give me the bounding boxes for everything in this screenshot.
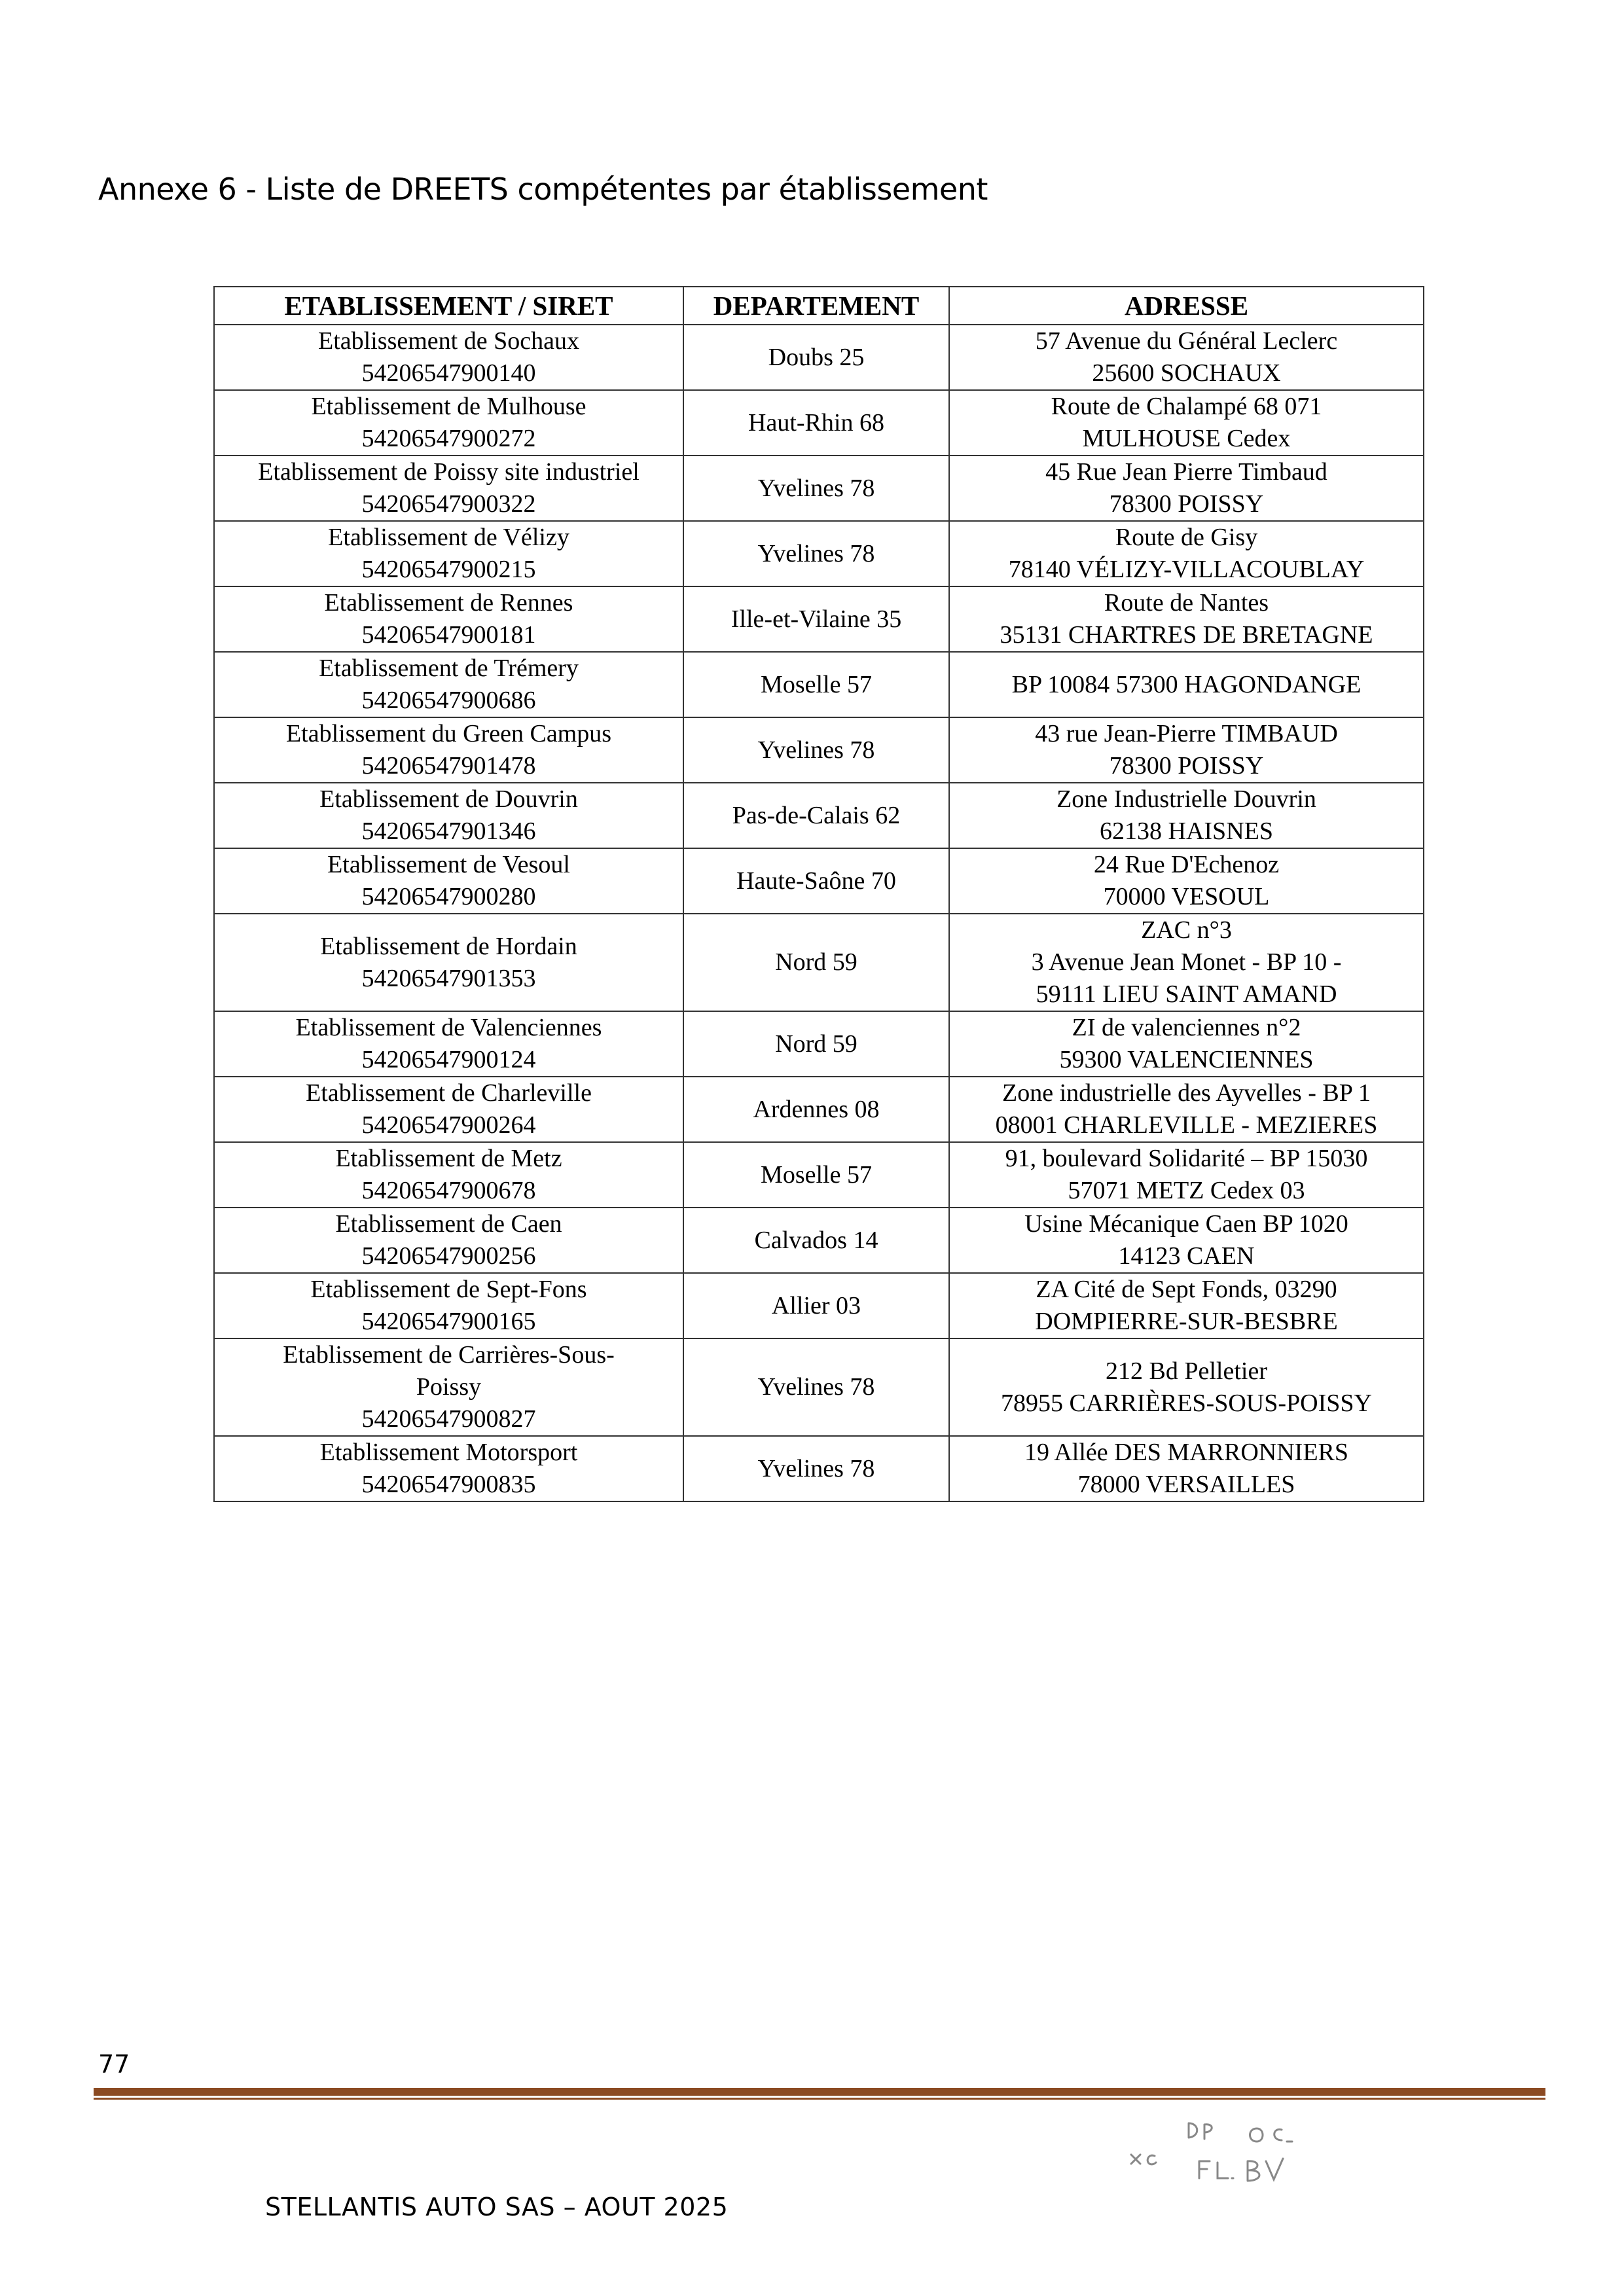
siret-number: 54206547900827 [361,1405,536,1433]
cell-departement: Moselle 57 [683,652,949,717]
cell-adresse [949,914,1424,1011]
etablissement-name: Etablissement de Charleville [306,1079,592,1107]
footer-rule-thin [94,2098,1545,2100]
cell-adresse [949,1436,1424,1501]
address-line: 57 Avenue du Général Leclerc [1035,327,1338,355]
siret-number: 54206547900835 [361,1471,536,1498]
siret-number: 54206547900264 [361,1111,536,1139]
address-line: ZI de valenciennes n°2 [1072,1014,1301,1041]
siret-number: 54206547900165 [361,1308,536,1335]
siret-number: 54206547900322 [361,490,536,518]
etablissement-name: Poissy [416,1373,482,1401]
address-line: 78140 VÉLIZY-VILLACOUBLAY [1008,556,1365,583]
etablissement-name: Etablissement de Valenciennes [295,1014,602,1041]
etablissement-name: Etablissement de Douvrin [319,785,578,813]
cell-departement: Yvelines 78 [683,717,949,783]
address-line: BP 10084 57300 HAGONDANGE [1011,670,1362,698]
cell-etablissement [214,783,683,848]
cell-adresse [949,456,1424,521]
cell-etablissement [214,1077,683,1142]
cell-adresse [949,848,1424,914]
cell-etablissement [214,1436,683,1501]
cell-departement: Nord 59 [683,1011,949,1077]
cell-departement: Yvelines 78 [683,1436,949,1501]
header-departement: DEPARTEMENT [683,287,949,325]
address-line: Route de Nantes [1104,589,1269,617]
cell-departement: Pas-de-Calais 62 [683,783,949,848]
table-row [214,1077,1424,1142]
table-row [214,848,1424,914]
address-line: DOMPIERRE-SUR-BESBRE [1035,1308,1338,1335]
table-header-row [214,287,1424,325]
etablissement-name: Etablissement de Rennes [324,589,573,617]
etablissement-name: Etablissement de Metz [335,1145,562,1172]
table-row [214,586,1424,652]
cell-adresse [949,783,1424,848]
cell-adresse [949,1142,1424,1208]
cell-etablissement [214,521,683,586]
cell-etablissement [214,1142,683,1208]
header-adresse: ADRESSE [949,287,1424,325]
cell-departement: Yvelines 78 [683,456,949,521]
cell-departement: Yvelines 78 [683,1338,949,1436]
address-line: 45 Rue Jean Pierre Timbaud [1045,458,1327,486]
cell-adresse [949,652,1424,717]
etablissement-name: Etablissement de Sochaux [318,327,579,355]
table-row [214,914,1424,1011]
table-row [214,1142,1424,1208]
table-row [214,521,1424,586]
table-row [214,1273,1424,1338]
cell-adresse [949,1273,1424,1338]
address-line: 14123 CAEN [1118,1242,1255,1270]
address-line: Usine Mécanique Caen BP 1020 [1024,1210,1348,1238]
cell-adresse [949,1011,1424,1077]
page-number: 77 [98,2050,130,2079]
address-line: 78955 CARRIÈRES-SOUS-POISSY [1001,1389,1372,1417]
table-row [214,325,1424,390]
table-row [214,1208,1424,1273]
table-row [214,652,1424,717]
address-line: Zone industrielle des Ayvelles - BP 1 [1002,1079,1371,1107]
address-line: 78000 VERSAILLES [1077,1471,1295,1498]
cell-etablissement [214,914,683,1011]
siret-number: 54206547900280 [361,883,536,910]
address-line: ZA Cité de Sept Fonds, 03290 [1036,1276,1337,1303]
cell-departement: Nord 59 [683,914,949,1011]
cell-departement: Calvados 14 [683,1208,949,1273]
etablissement-name: Etablissement de Trémery [319,655,579,682]
address-line: 19 Allée DES MARRONNIERS [1024,1439,1349,1466]
siret-number: 54206547900256 [361,1242,536,1270]
cell-etablissement [214,1208,683,1273]
cell-etablissement [214,1273,683,1338]
cell-adresse [949,1077,1424,1142]
address-line: 24 Rue D'Echenoz [1093,851,1280,878]
etablissement-name: Etablissement de Hordain [320,932,577,960]
siret-number: 54206547901353 [361,964,536,992]
siret-number: 54206547900124 [361,1046,536,1073]
handwritten-initials [1126,2101,1388,2206]
cell-adresse [949,325,1424,390]
address-line: 78300 POISSY [1109,752,1264,780]
address-line: 62138 HAISNES [1100,817,1273,845]
address-line: Route de Chalampé 68 071 [1051,393,1322,420]
address-line: 43 rue Jean-Pierre TIMBAUD [1035,720,1338,747]
etablissement-name: Etablissement de Mulhouse [311,393,586,420]
siret-number: 54206547900215 [361,556,536,583]
siret-number: 54206547900678 [361,1177,536,1204]
cell-departement: Yvelines 78 [683,521,949,586]
cell-adresse [949,1338,1424,1436]
siret-number: 54206547900272 [361,425,536,452]
cell-etablissement [214,652,683,717]
table-row [214,456,1424,521]
siret-number: 54206547901478 [361,752,536,780]
siret-number: 54206547900181 [361,621,536,649]
cell-departement: Doubs 25 [683,325,949,390]
cell-departement: Moselle 57 [683,1142,949,1208]
address-line: MULHOUSE Cedex [1082,425,1291,452]
etablissement-name: Etablissement du Green Campus [285,720,612,747]
address-line: 59111 LIEU SAINT AMAND [1036,980,1337,1008]
cell-departement: Allier 03 [683,1273,949,1338]
page-title: Annexe 6 - Liste de DREETS compétentes par établissement [98,171,988,207]
address-line: 70000 VESOUL [1103,883,1270,910]
etablissement-name: Etablissement de Carrières-Sous- [283,1341,615,1369]
address-line: ZAC n°3 [1141,916,1232,944]
header-etablissement: ETABLISSEMENT / SIRET [214,287,683,325]
footer-rule [94,2088,1545,2096]
cell-adresse [949,390,1424,456]
cell-departement: Haut-Rhin 68 [683,390,949,456]
cell-etablissement [214,325,683,390]
siret-number: 54206547900140 [361,359,536,387]
cell-etablissement [214,390,683,456]
address-line: 78300 POISSY [1109,490,1264,518]
etablissement-name: Etablissement Motorsport [319,1439,578,1466]
address-line: 59300 VALENCIENNES [1059,1046,1314,1073]
cell-adresse [949,1208,1424,1273]
cell-departement: Haute-Saône 70 [683,848,949,914]
cell-adresse [949,717,1424,783]
etablissement-name: Etablissement de Vesoul [327,851,570,878]
cell-departement: Ille-et-Vilaine 35 [683,586,949,652]
address-line: 08001 CHARLEVILLE - MEZIERES [995,1111,1378,1139]
cell-etablissement [214,1338,683,1436]
address-line: 35131 CHARTRES DE BRETAGNE [1000,621,1373,649]
etablissement-name: Etablissement de Sept-Fons [310,1276,587,1303]
table-row [214,717,1424,783]
etablissement-name: Etablissement de Caen [335,1210,562,1238]
cell-etablissement [214,717,683,783]
etablissement-name: Etablissement de Poissy site industriel [258,458,640,486]
address-line: Route de Gisy [1115,524,1258,551]
table-row [214,390,1424,456]
cell-adresse [949,521,1424,586]
etablissement-name: Etablissement de Vélizy [328,524,569,551]
address-line: 3 Avenue Jean Monet - BP 10 - [1031,948,1342,976]
table-row [214,1011,1424,1077]
address-line: 25600 SOCHAUX [1092,359,1281,387]
cell-etablissement [214,456,683,521]
table-row [214,1436,1424,1501]
address-line: 57071 METZ Cedex 03 [1068,1177,1305,1204]
dreets-table [213,286,1424,1502]
table-row [214,1338,1424,1436]
cell-departement: Ardennes 08 [683,1077,949,1142]
cell-etablissement [214,586,683,652]
cell-etablissement [214,848,683,914]
table-row [214,783,1424,848]
address-line: 91, boulevard Solidarité – BP 15030 [1005,1145,1368,1172]
footer-text: STELLANTIS AUTO SAS – AOUT 2025 [265,2193,729,2221]
siret-number: 54206547900686 [361,687,536,714]
address-line: Zone Industrielle Douvrin [1056,785,1316,813]
address-line: 212 Bd Pelletier [1106,1357,1267,1385]
cell-etablissement [214,1011,683,1077]
siret-number: 54206547901346 [361,817,536,845]
cell-adresse [949,586,1424,652]
